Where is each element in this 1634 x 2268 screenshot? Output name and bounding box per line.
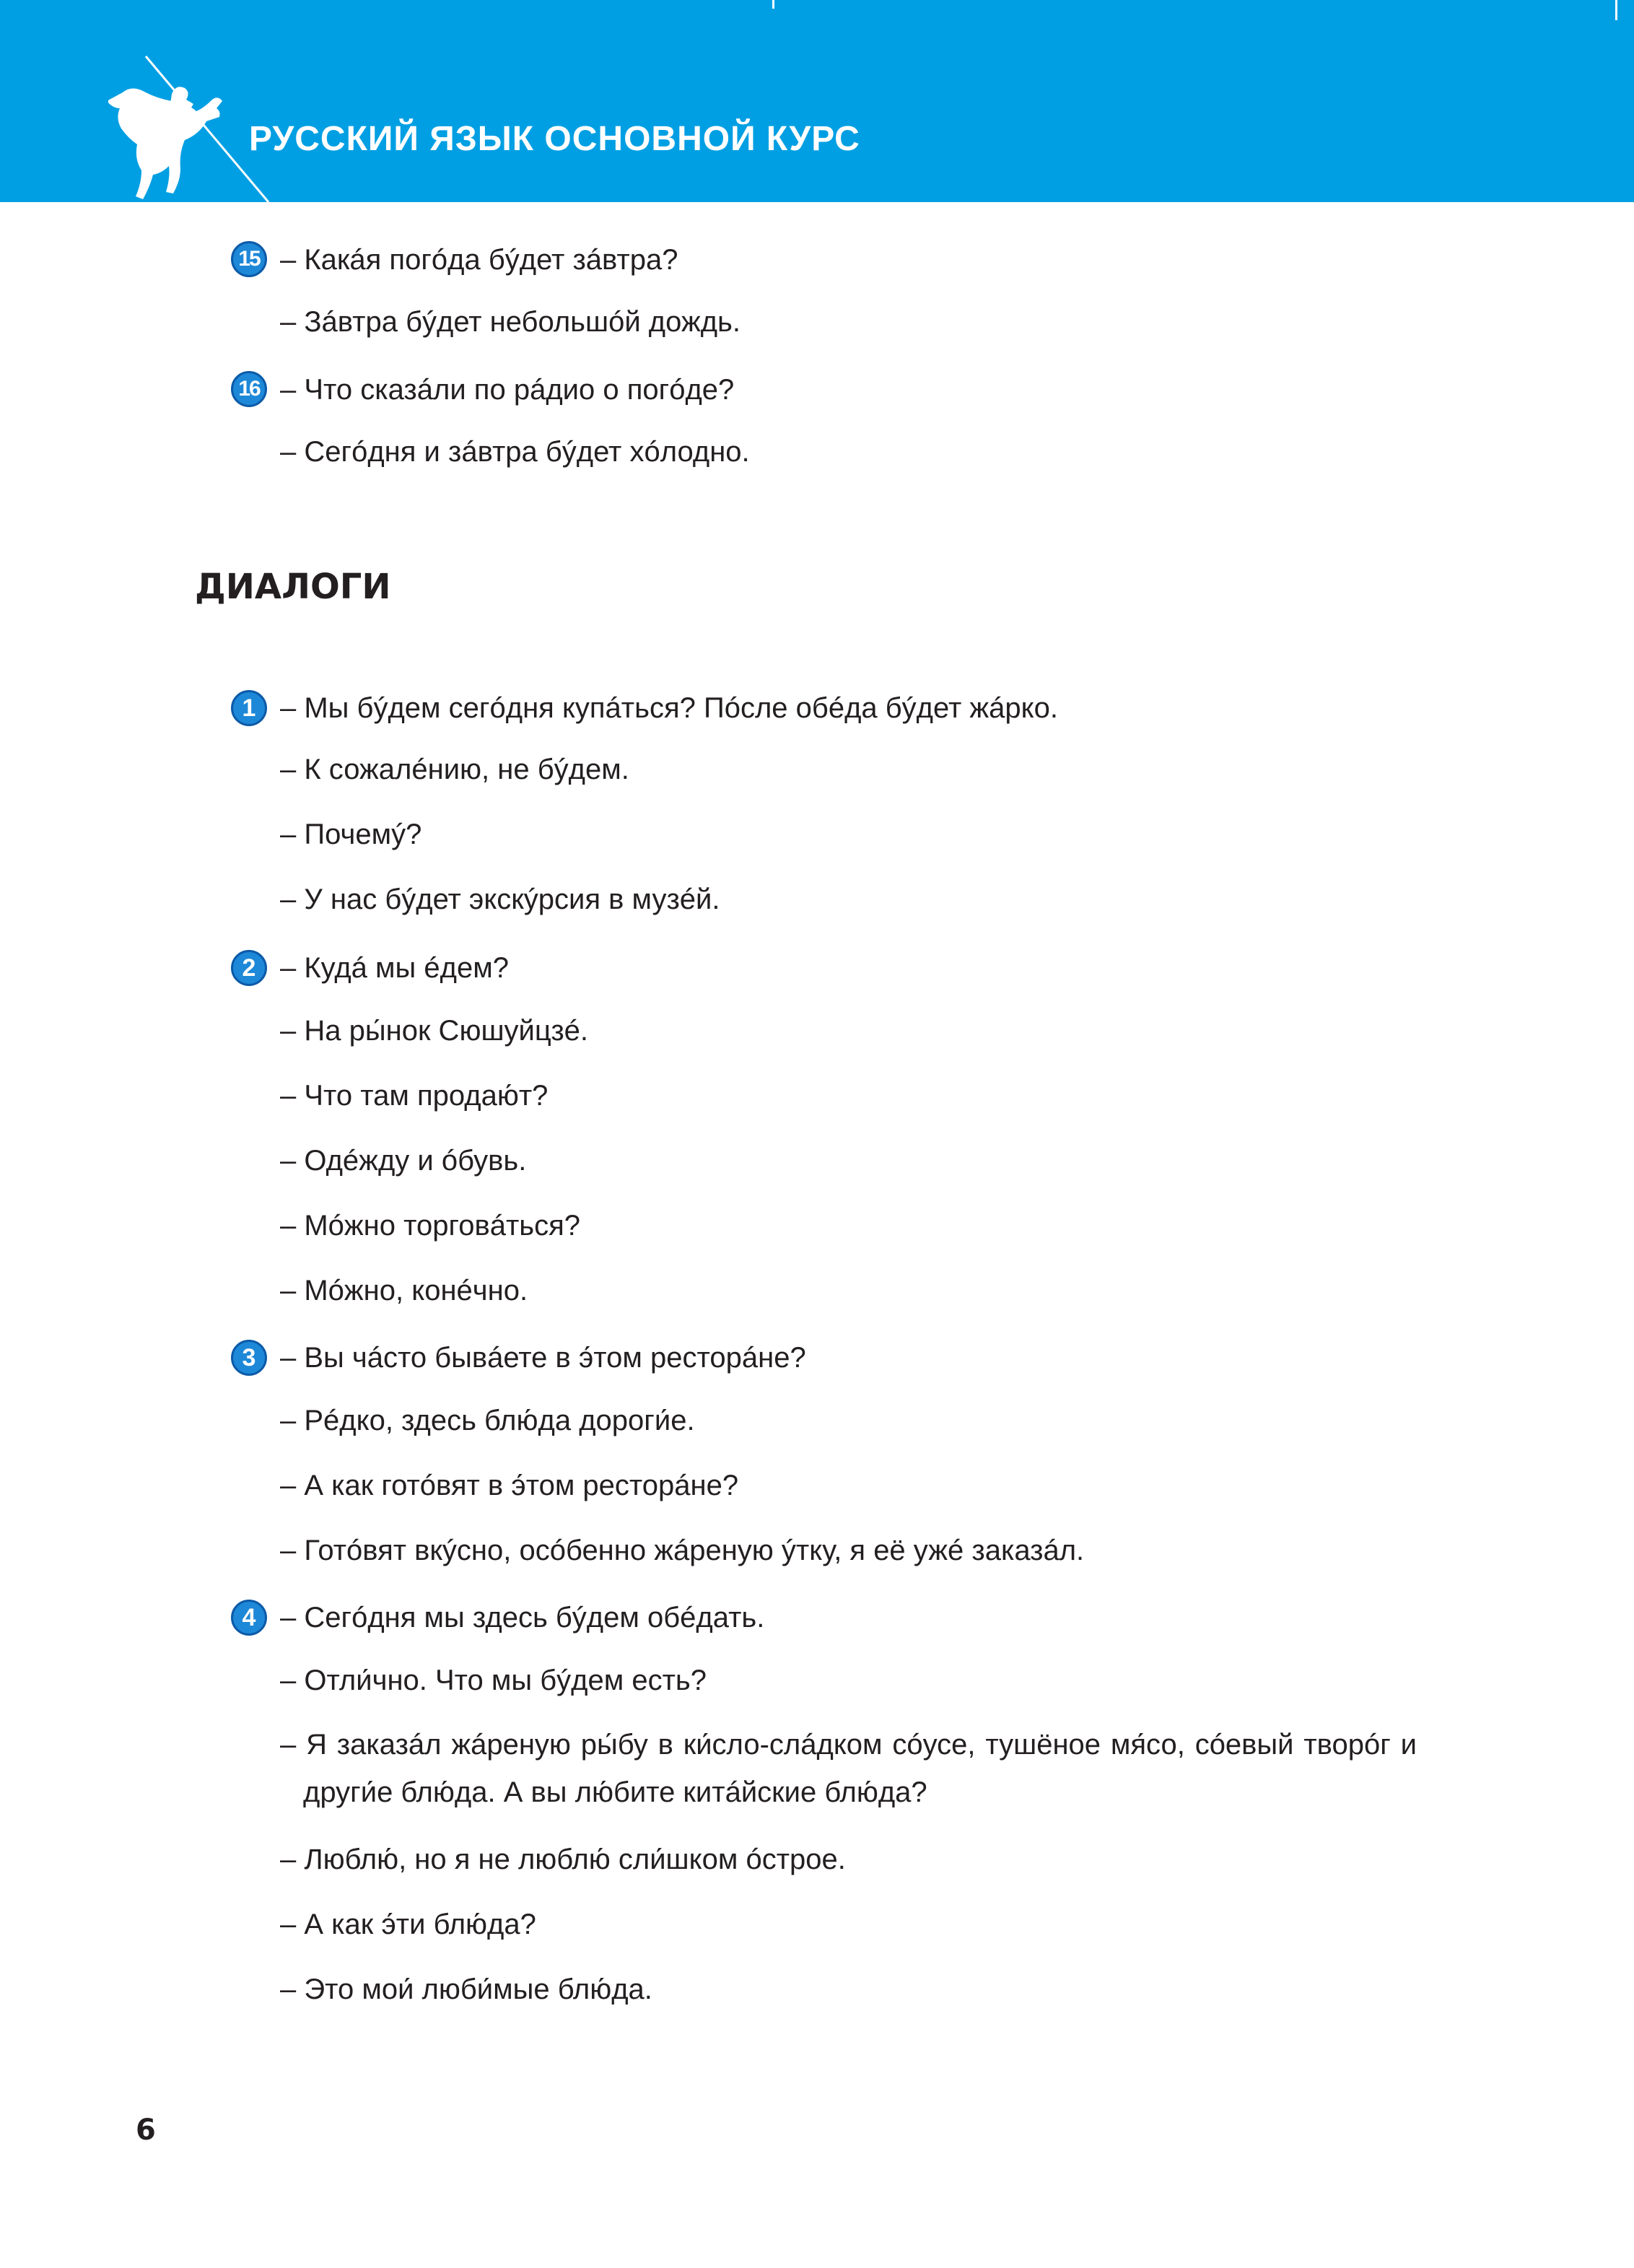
dialogue-line: – Люблю́, но я не люблю́ сли́шком óстрое. bbox=[280, 1844, 846, 1875]
phrase-line: – Зáвтра бýдет небольшóй дождь. bbox=[280, 306, 740, 338]
dialogue-line: – Готóвят вкýсно, осóбенно жáреную ýтку, я её ужé заказáл. bbox=[280, 1535, 1085, 1566]
dialogue-line: – Одéжду и óбувь. bbox=[280, 1145, 527, 1177]
dialogue-line: – Что там продаю́т? bbox=[280, 1080, 549, 1112]
number-badge: 3 bbox=[231, 1340, 267, 1376]
header-band bbox=[0, 0, 1634, 202]
dialogue-line: – Сегóдня мы здесь бýдем обéдать. bbox=[280, 1602, 765, 1634]
course-title: РУССКИЙ ЯЗЫК ОСНОВНОЙ КУРС bbox=[249, 120, 860, 158]
dialogue-line: – Я заказáл жáреную ры́бу в ки́сло-слáдком сóусе, тушёное мя́со, сóевый творóг и други́е блю́да. А вы лю́бите китáйские блю́да? bbox=[280, 1729, 1417, 1808]
dialogue-line: – Кудá мы éдем? bbox=[280, 952, 509, 984]
crop-mark bbox=[1615, 0, 1617, 20]
number-badge: 4 bbox=[231, 1600, 267, 1636]
number-badge: 16 bbox=[231, 371, 267, 407]
dialogue-line: – Мóжно торговáться? bbox=[280, 1210, 581, 1242]
dialogue-line: – Вы чáсто бывáете в э́том ресторáне? bbox=[280, 1342, 806, 1374]
dialogue-line: – А как готóвят в э́том ресторáне? bbox=[280, 1470, 739, 1501]
dialogue-line: – Рéдко, здесь блю́да дороги́е. bbox=[280, 1405, 695, 1436]
page-number: 6 bbox=[136, 2114, 156, 2147]
dialogue-line: – Это мои́ люби́мые блю́да. bbox=[280, 1973, 652, 2005]
dialogue-line: – А как э́ти блю́да? bbox=[280, 1909, 536, 1940]
phrase-line: – Какáя погóда бýдет зáвтра? bbox=[280, 244, 678, 276]
number-badge: 15 bbox=[231, 241, 267, 277]
dialogue-line: – На ры́нок Сюшуйцзé. bbox=[280, 1015, 589, 1047]
section-title: ДИАЛОГИ bbox=[195, 567, 391, 607]
dialogue-line: – Почемý? bbox=[280, 819, 422, 850]
number-badge: 1 bbox=[231, 690, 267, 726]
crop-mark bbox=[772, 0, 774, 9]
number-badge: 2 bbox=[231, 950, 267, 986]
phrase-line: – Сегóдня и зáвтра бýдет хóлодно. bbox=[280, 436, 750, 468]
dialogue-line: – Мы бýдем сегóдня купáться? Пóсле обéда бýдет жáрко. bbox=[280, 692, 1058, 724]
phrase-line: – Что сказáли по рáдио о погóде? bbox=[280, 374, 735, 406]
dialogue-line: – К сожалéнию, не бýдем. bbox=[280, 754, 629, 785]
dialogue-line: – У нас бýдет экскýрсия в музéй. bbox=[280, 884, 720, 915]
dialogue-line: – Отли́чно. Что мы бýдем есть? bbox=[280, 1665, 707, 1696]
dialogue-line: – Мóжно, конéчно. bbox=[280, 1275, 528, 1307]
